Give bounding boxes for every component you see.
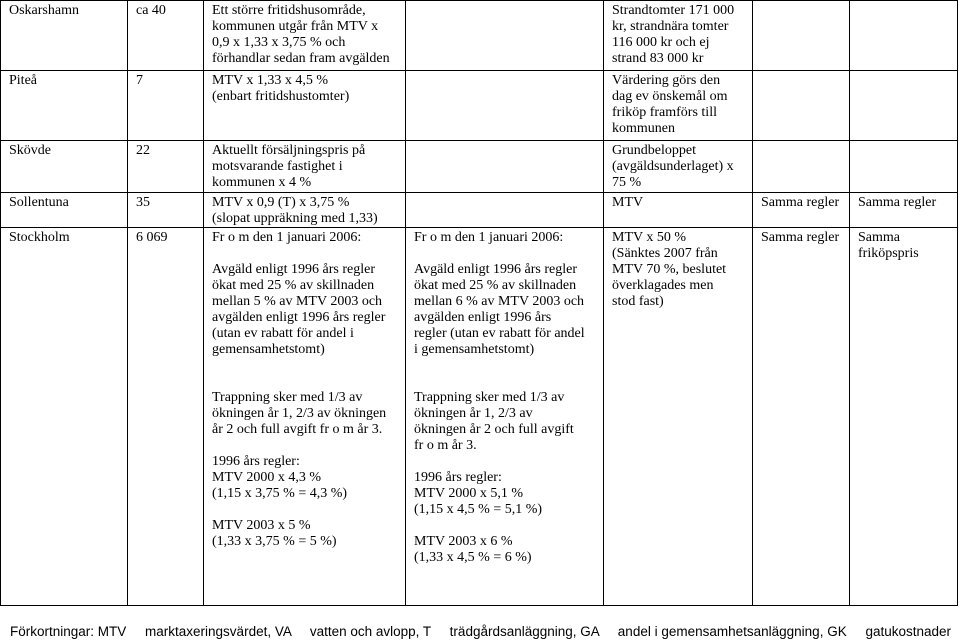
count-value: 22	[136, 143, 150, 158]
rules-future-text: Fr o m den 1 januari 2006: Avgäld enligt 1996 års regler ökat med 25 % av skillnaden mellan 6 % av MTV 2003 och avgälden enligt 1996 års regler (utan ev rabatt för andel i gemensamhetstomt) Trappning sker med 1/3 av ökningen år 1, 2/3 av ökningen år 2 och full avgift fr o m år 3. 1996 års regler: MTV 2000 x 5,1 % (1,15 x 4,5 % = 5,1 %) MTV 2003 x 6 % (1,33 x 4,5 % = 6 %)	[414, 230, 585, 565]
rules-current-text: MTV x 1,33 x 4,5 % (enbart fritidshustomter)	[212, 73, 350, 104]
remarks-cell	[604, 193, 753, 228]
remarks-cell	[604, 228, 753, 606]
col6-cell	[753, 71, 850, 141]
table-row	[1, 228, 958, 606]
remarks-text: Strandtomter 171 000 kr, strandnära tomter 116 000 kr och ej strand 83 000 kr	[612, 3, 735, 66]
count-value: 35	[136, 195, 150, 210]
remarks-cell	[604, 141, 753, 193]
rules-current-text: Aktuellt försäljningspris på motsvarande fastighet i kommunen x 4 %	[212, 143, 366, 190]
abbreviations-footer: Förkortningar: MTV marktaxeringsvärdet, VA vatten och avlopp, T trädgårdsanläggning, GA andel i gemensamhetsanläggning, GK gatukostnader	[10, 624, 952, 639]
col7-cell	[850, 193, 958, 228]
table-row	[1, 141, 958, 193]
remarks-cell	[604, 1, 753, 71]
remarks-text: MTV x 50 % (Sänktes 2007 från MTV 70 %, beslutet överklagades men stod fast)	[612, 230, 727, 309]
count-value: ca 40	[136, 3, 166, 18]
remarks-cell	[604, 71, 753, 141]
municipality-cell	[1, 228, 128, 606]
rules-future-cell	[406, 228, 604, 606]
rules-current-cell	[204, 228, 406, 606]
municipality-name: Skövde	[9, 143, 51, 158]
rules-current-cell	[204, 71, 406, 141]
rules-future-cell	[406, 193, 604, 228]
col6-text: Samma regler	[761, 230, 840, 245]
rules-current-text: MTV x 0,9 (T) x 3,75 % (slopat uppräkning med 1,33)	[212, 195, 378, 226]
count-value: 7	[136, 73, 143, 88]
rules-future-cell	[406, 1, 604, 71]
col6-cell	[753, 193, 850, 228]
col6-cell	[753, 228, 850, 606]
col7-cell	[850, 228, 958, 606]
municipality-name: Oskarshamn	[9, 3, 79, 18]
rules-current-cell	[204, 141, 406, 193]
remarks-text: Grundbeloppet (avgäldsunderlaget) x 75 %	[612, 143, 734, 190]
municipality-cell	[1, 141, 128, 193]
col6-cell	[753, 1, 850, 71]
rules-future-cell	[406, 141, 604, 193]
municipality-name: Sollentuna	[9, 195, 69, 210]
count-cell	[128, 193, 204, 228]
rules-current-text: Ett större fritidshusområde, kommunen utgår från MTV x 0,9 x 1,33 x 3,75 % och förhandlar sedan fram avgälden	[212, 3, 390, 66]
remarks-text: MTV	[612, 195, 644, 210]
table-row	[1, 193, 958, 228]
rules-current-text: Fr o m den 1 januari 2006: Avgäld enligt 1996 års regler ökat med 25 % av skillnaden mellan 5 % av MTV 2003 och avgälden enligt 1996 års regler (utan ev rabatt för andel i gemensamhetstomt) Trappning sker med 1/3 av ökningen år 1, 2/3 av ökningen år 2 och full avgift fr o m år 3. 1996 års regler: MTV 2000 x 4,3 % (1,15 x 3,75 % = 4,3 %) MTV 2003 x 5 % (1,33 x 3,75 % = 5 %)	[212, 230, 387, 549]
table-row	[1, 1, 958, 71]
col6-text: Samma regler	[761, 195, 840, 210]
rules-current-cell	[204, 193, 406, 228]
count-value: 6 069	[136, 230, 168, 245]
count-cell	[128, 71, 204, 141]
municipality-cell	[1, 1, 128, 71]
municipality-cell	[1, 71, 128, 141]
count-cell	[128, 1, 204, 71]
col7-text: Samma regler	[858, 195, 937, 210]
municipality-name: Piteå	[9, 73, 37, 88]
rules-current-cell	[204, 1, 406, 71]
rules-future-cell	[406, 71, 604, 141]
municipality-name: Stockholm	[9, 230, 70, 245]
remarks-text: Värdering görs den dag ev önskemål om friköp framförs till kommunen	[612, 73, 728, 136]
count-cell	[128, 141, 204, 193]
col7-cell	[850, 141, 958, 193]
count-cell	[128, 228, 204, 606]
municipality-cell	[1, 193, 128, 228]
table-row	[1, 71, 958, 141]
col7-cell	[850, 71, 958, 141]
col7-text: Samma friköpspris	[858, 230, 919, 261]
col7-cell	[850, 1, 958, 71]
col6-cell	[753, 141, 850, 193]
